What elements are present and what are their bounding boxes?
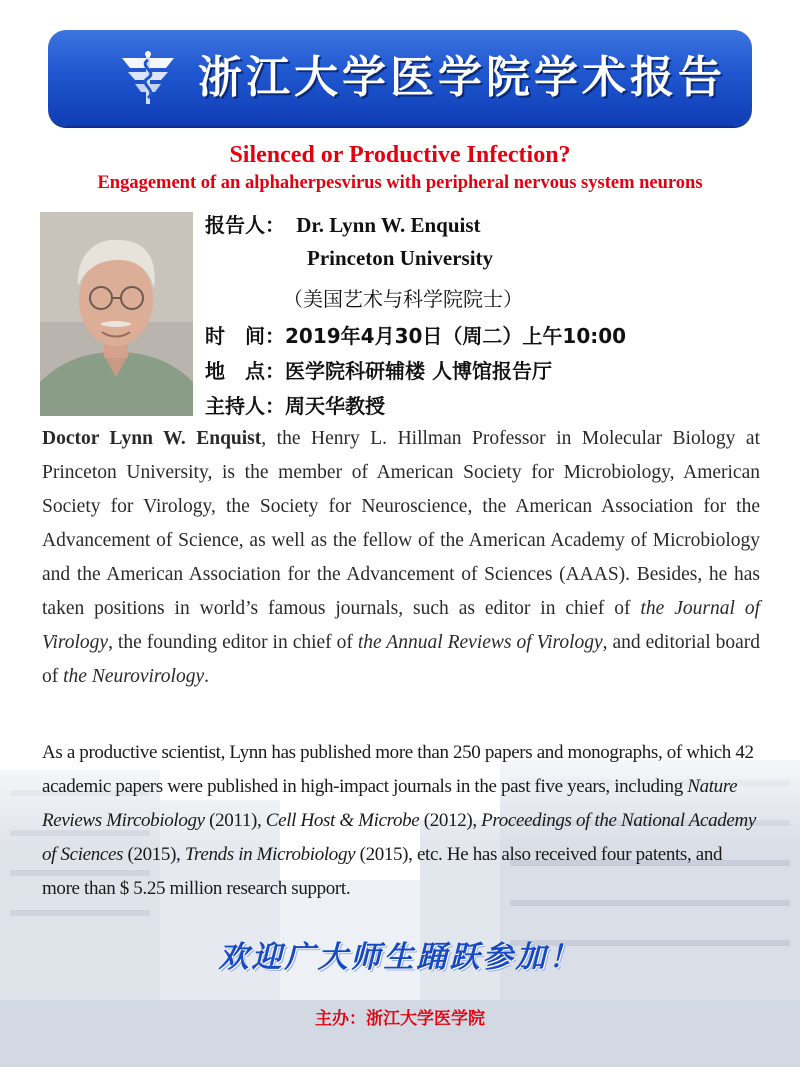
welcome-slogan: 欢迎广大师生踊跃参加！ xyxy=(218,940,582,975)
medical-caduceus-icon xyxy=(118,48,178,108)
bio-text: (2015), xyxy=(123,844,185,865)
bio-journal: the Annual Reviews of Virology xyxy=(357,632,603,653)
bio-text: , the founding editor in chief of xyxy=(108,632,358,653)
speaker-name: Dr. Lynn W. Enquist xyxy=(296,213,481,237)
time-row xyxy=(205,320,626,349)
bio-text: , the Henry L. Hillman Professor in Molecular Biology at Princeton University, is the member of American Society for Microbiology, American Society for Virology, the Society for Neuroscience, the American Association for the Advancement of Science, as well as the fellow of the American Academy of Microbiology and the American Association for the Advancement of Sciences (AAAS). Besides, he has taken positions in world’s famous journals, such as editor in chief of xyxy=(42,428,760,619)
bio-journal: the Journal of Virology xyxy=(42,598,760,653)
bio-lead-name: Doctor Lynn W. Enquist xyxy=(42,428,262,449)
talk-title: Silenced or Productive Infection? xyxy=(229,142,571,168)
speaker-label: 报告人： xyxy=(205,213,285,237)
bio-text: (2012), xyxy=(419,810,482,831)
host-label: 主持人： xyxy=(205,394,285,418)
bio-journal: Cell Host & Microbe xyxy=(265,810,420,831)
bio-text: , and editorial board of xyxy=(42,632,760,687)
host-row xyxy=(205,390,385,419)
bio-paragraph-1 xyxy=(42,422,760,694)
bio-text: (2011), xyxy=(204,810,266,831)
speaker-photo xyxy=(40,212,193,416)
bio-text: (2015), etc. He has also received four patents, and more than $ 5.25 million research support. xyxy=(42,844,723,899)
speaker-affiliation: Princeton University xyxy=(307,246,494,270)
place-label: 地 点： xyxy=(205,359,285,383)
speaker-honor xyxy=(283,283,523,312)
organizer-text: 主办：浙江大学医学院 xyxy=(315,1009,485,1029)
talk-subtitle: Engagement of an alphaherpesvirus with peripheral nervous system neurons xyxy=(97,173,703,193)
bio-journal: Nature Reviews Mircobiology xyxy=(42,776,738,831)
bio-text: . xyxy=(204,666,209,687)
speaker-row xyxy=(205,209,481,238)
bio-paragraph-2 xyxy=(42,736,762,906)
place-value: 医学院科研辅楼 人博馆报告厅 xyxy=(285,359,552,383)
host-value: 周天华教授 xyxy=(285,394,385,418)
time-label: 时 间： xyxy=(205,324,285,348)
place-row xyxy=(205,355,552,384)
bio-journal: Proceedings of the National Academy of Sciences xyxy=(42,810,756,865)
banner-title: 浙江大学医学院学术报告 xyxy=(198,52,726,103)
bio-journal: Trends in Microbiology xyxy=(184,844,356,865)
bio-text: As a productive scientist, Lynn has published more than 250 papers and monographs, of which 42 academic papers were published in high-impact journals in the past five years, including xyxy=(42,742,754,797)
speaker-honor-text: （美国艺术与科学院院士） xyxy=(283,287,523,311)
header-banner xyxy=(48,30,752,126)
time-value: 2019年4月30日（周二）上午10:00 xyxy=(285,324,627,348)
bio-journal: the Neurovirology xyxy=(63,666,205,687)
